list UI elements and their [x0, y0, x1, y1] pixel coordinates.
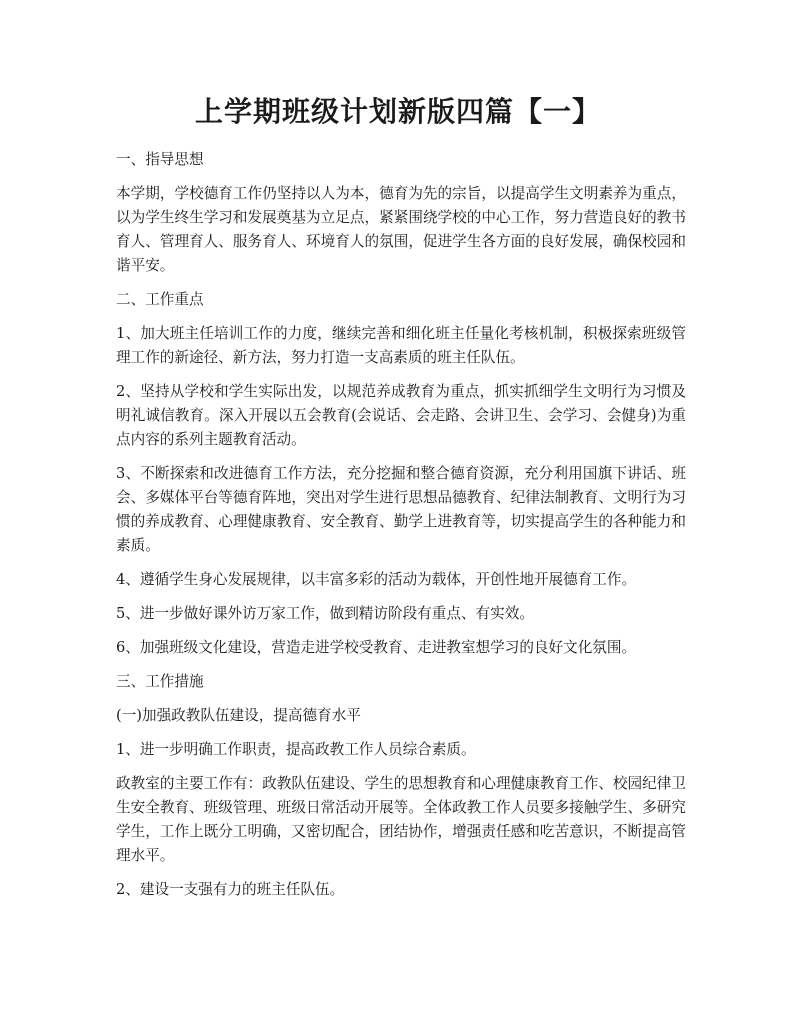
paragraph: 2、坚持从学校和学生实际出发，以规范养成教育为重点，抓实抓细学生文明行为习惯及明礼诚信教育。深入开展以五会教育(会说话、会走路、会讲卫生、会学习、会健身)为重点内容的系列主题教育活动。: [116, 383, 686, 448]
paragraph: 2、建设一支强有力的班主任队伍。: [116, 881, 345, 898]
paragraph: 3、不断探索和改进德育工作方法，充分挖掘和整合德育资源，充分利用国旗下讲话、班会、多媒体平台等德育阵地，突出对学生进行思想品德教育、纪律法制教育、文明行为习惯的养成教育、心理健康教育、安全教育、勤学上进教育等，切实提高学生的各种能力和素质。: [116, 465, 686, 554]
paragraph: 1、加大班主任培训工作的力度，继续完善和细化班主任量化考核机制，积极探索班级管理工作的新途径、新方法，努力打造一支高素质的班主任队伍。: [116, 325, 686, 366]
paragraph: 本学期，学校德育工作仍坚持以人为本，德育为先的宗旨，以提高学生文明素养为重点，以为学生终生学习和发展奠基为立足点，紧紧围绕学校的中心工作，努力营造良好的教书育人、管理育人、服务育人、环境育人的氛围，促进学生各方面的良好发展，确保校园和谐平安。: [116, 185, 686, 274]
subsection-heading: (一)加强政教队伍建设，提高德育水平: [116, 707, 361, 724]
section-heading: 三、工作措施: [116, 673, 204, 690]
document-body: [116, 148, 686, 912]
paragraph: 4、遵循学生身心发展规律，以丰富多彩的活动为载体，开创性地开展德育工作。: [116, 571, 637, 588]
section-heading: 一、指导思想: [116, 151, 204, 168]
document-title: 上学期班级计划新版四篇【一】: [194, 95, 601, 128]
paragraph: 政教室的主要工作有：政教队伍建设、学生的思想教育和心理健康教育工作、校园纪律卫生安全教育、班级管理、班级日常活动开展等。全体政教工作人员要多接触学生、多研究学生，工作上既分工明确，又密切配合，团结协作，增强责任感和吃苦意识，不断提高管理水平。: [116, 775, 686, 864]
paragraph: 6、加强班级文化建设，营造走进学校受教育、走进教室想学习的良好文化氛围。: [116, 639, 637, 656]
paragraph: 5、进一步做好课外访万家工作，做到精访阶段有重点、有实效。: [116, 605, 534, 622]
paragraph: 1、进一步明确工作职责，提高政教工作人员综合素质。: [116, 741, 476, 758]
section-heading: 二、工作重点: [116, 291, 204, 308]
